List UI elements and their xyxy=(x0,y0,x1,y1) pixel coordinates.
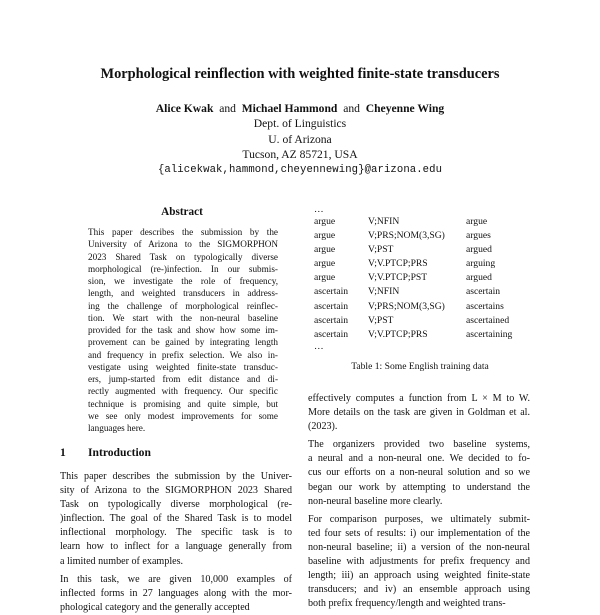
author-conjunction: and xyxy=(219,102,236,115)
table-cell-features: V;PRS;NOM(3,SG) xyxy=(368,300,445,312)
table-cell-features: V;V.PTCP;PRS xyxy=(368,328,428,340)
table-cell-form: argued xyxy=(466,244,492,256)
text-line: cus our efforts on a non-neural solution and so we xyxy=(308,467,530,479)
section-number: 1 xyxy=(60,446,66,459)
text-line: a neural and a non-neural one. We decided to fo- xyxy=(308,453,530,465)
table-row xyxy=(314,229,536,243)
table-cell-form: ascertains xyxy=(466,300,504,312)
text-line: morphological (re-)infection. In our submis- xyxy=(88,263,278,274)
abstract-text xyxy=(88,226,278,434)
text-line: The organizers provided two baseline systems, xyxy=(308,439,530,451)
table-row xyxy=(314,243,536,257)
text-line: length, and weighted transducers in address- xyxy=(88,288,278,299)
text-line: University of Arizona to the SIGMORPHON xyxy=(88,239,278,250)
text-line: ing the challenge of morphological reinflec- xyxy=(88,300,278,311)
table-cell-lemma: argue xyxy=(314,230,336,242)
text-line: More details on the task are given in Goldman et al. xyxy=(308,407,530,419)
text-line: technique is promising and quite simple, but xyxy=(88,398,278,409)
table-cell-lemma: argue xyxy=(314,272,336,284)
text-line: languages here. xyxy=(88,423,146,433)
table-cell-features: V;NFIN xyxy=(368,216,400,227)
introduction-text xyxy=(60,470,292,615)
text-line: This paper describes the submission by the Univer- xyxy=(60,471,292,482)
section-heading-introduction xyxy=(60,446,151,460)
text-line: provided for the task and show how some im- xyxy=(88,325,278,335)
table-ellipsis-row xyxy=(314,342,536,352)
text-line: ers, jump-started from edit distance and di- xyxy=(88,374,278,384)
text-line: both prefix frequency/length and weighted trans- xyxy=(308,598,506,610)
text-line: effectively computes a function from L × M to W. xyxy=(308,393,530,404)
table-row xyxy=(314,271,536,285)
table-cell-features: V;NFIN xyxy=(368,286,400,298)
table-row xyxy=(314,300,536,314)
text-line: began our work by attempting to understand the xyxy=(308,481,530,493)
table-cell-lemma: argue xyxy=(314,244,336,256)
author-name: Cheyenne Wing xyxy=(365,102,445,115)
text-line: inflected forms in 27 languages along with the mor- xyxy=(60,587,292,599)
table-ellipsis: … xyxy=(314,340,324,352)
text-line: non-neural baseline more clearly. xyxy=(308,495,443,507)
text-line: Task on typologically diverse morphological (re- xyxy=(60,499,292,511)
text-line: and frequency in prefix selection. We also in- xyxy=(88,349,278,360)
table-row xyxy=(314,285,536,299)
text-line: a limited number of examples. xyxy=(60,555,184,567)
table-cell-form: argues xyxy=(466,230,491,242)
table-caption: Table 1: Some English training data xyxy=(351,361,489,372)
table-cell-lemma: ascertain xyxy=(314,328,349,340)
table-cell-form: ascertained xyxy=(466,314,510,326)
table-row xyxy=(314,314,536,328)
table-cell-form: ascertaining xyxy=(466,328,513,340)
section-title: Introduction xyxy=(88,446,151,459)
table-cell-form: argued xyxy=(466,272,492,284)
author-email: {alicekwak,hammond,cheyennewing}@arizona.edu xyxy=(157,163,443,176)
table-cell-features: V;V.PTCP;PRS xyxy=(368,258,428,270)
text-line: inflectional morphology. The specific task is to xyxy=(60,527,292,539)
text-line: learn how to inflect for a language generally from xyxy=(60,541,292,553)
author-location: Tucson, AZ 85721, USA xyxy=(242,148,358,162)
table-cell-form: ascertain xyxy=(466,286,501,298)
table-cell-features: V;PST xyxy=(368,244,394,256)
table-ellipsis: … xyxy=(314,204,324,215)
table-cell-features: V;PRS;NOM(3,SG) xyxy=(368,230,445,242)
text-line: phological category and the generally accepted xyxy=(60,601,250,613)
table-cell-lemma: ascertain xyxy=(314,286,349,298)
text-line: ted four sets of results: i) our implementation of the xyxy=(308,527,530,539)
table-ellipsis-row xyxy=(314,205,536,215)
table-cell-form: argue xyxy=(466,216,488,227)
author-conjunction: and xyxy=(343,102,360,115)
text-line: sion, we investigate the role of frequency, xyxy=(88,276,278,286)
text-line: length; iii) an approach using weighted finite-state xyxy=(308,570,530,582)
table-row xyxy=(314,215,536,229)
table-cell-form: arguing xyxy=(466,258,496,270)
author-block xyxy=(0,101,600,178)
text-line: we see only modest improvements for some xyxy=(88,410,278,421)
table-row xyxy=(314,328,536,342)
text-line: )inflection. The goal of the Shared Task is to model xyxy=(60,513,292,525)
text-line: vestigate using weighted finite-state transduc- xyxy=(88,361,278,372)
author-name: Alice Kwak xyxy=(155,102,214,115)
text-line: transducers; and iv) an ensemble approach using xyxy=(308,584,530,596)
training-data-table xyxy=(314,205,536,352)
table-cell-features: V;PST xyxy=(368,314,394,326)
author-university: U. of Arizona xyxy=(268,132,332,146)
abstract-heading: Abstract xyxy=(161,206,203,218)
text-line: non-neural baseline; ii) a version of the non-neural xyxy=(308,541,530,553)
table-cell-features: V;V.PTCP;PST xyxy=(368,272,428,284)
author-name: Michael Hammond xyxy=(241,102,338,115)
text-line: rectly augmented with frequency. Our specific xyxy=(88,386,278,397)
text-line: (2023). xyxy=(308,421,338,433)
author-dept: Dept. of Linguistics xyxy=(253,117,347,131)
text-line: For comparison purposes, we ultimately submit- xyxy=(308,513,530,525)
text-line: baseline with adjustments for prefix frequency and xyxy=(308,556,530,568)
right-column-text xyxy=(308,392,530,611)
table-cell-lemma: ascertain xyxy=(314,314,349,326)
author-names xyxy=(0,101,600,116)
text-line: provement can be gained by integrating length xyxy=(88,337,278,348)
paper-title: Morphological reinflection with weighted finite-state transducers xyxy=(100,66,500,82)
text-line: tion. We start with the non-neural baseline xyxy=(88,312,278,323)
text-line: This paper describes the submission by the xyxy=(88,227,278,237)
text-line: In this task, we are given 10,000 examples of xyxy=(60,573,292,585)
table-cell-lemma: argue xyxy=(314,258,336,270)
text-line: sity of Arizona to the SIGMORPHON 2023 Shared xyxy=(60,485,292,497)
table-row xyxy=(314,257,536,271)
table-cell-lemma: argue xyxy=(314,216,336,227)
table-cell-lemma: ascertain xyxy=(314,300,349,312)
text-line: 2023 Shared Task on typologically diverse xyxy=(88,251,278,262)
